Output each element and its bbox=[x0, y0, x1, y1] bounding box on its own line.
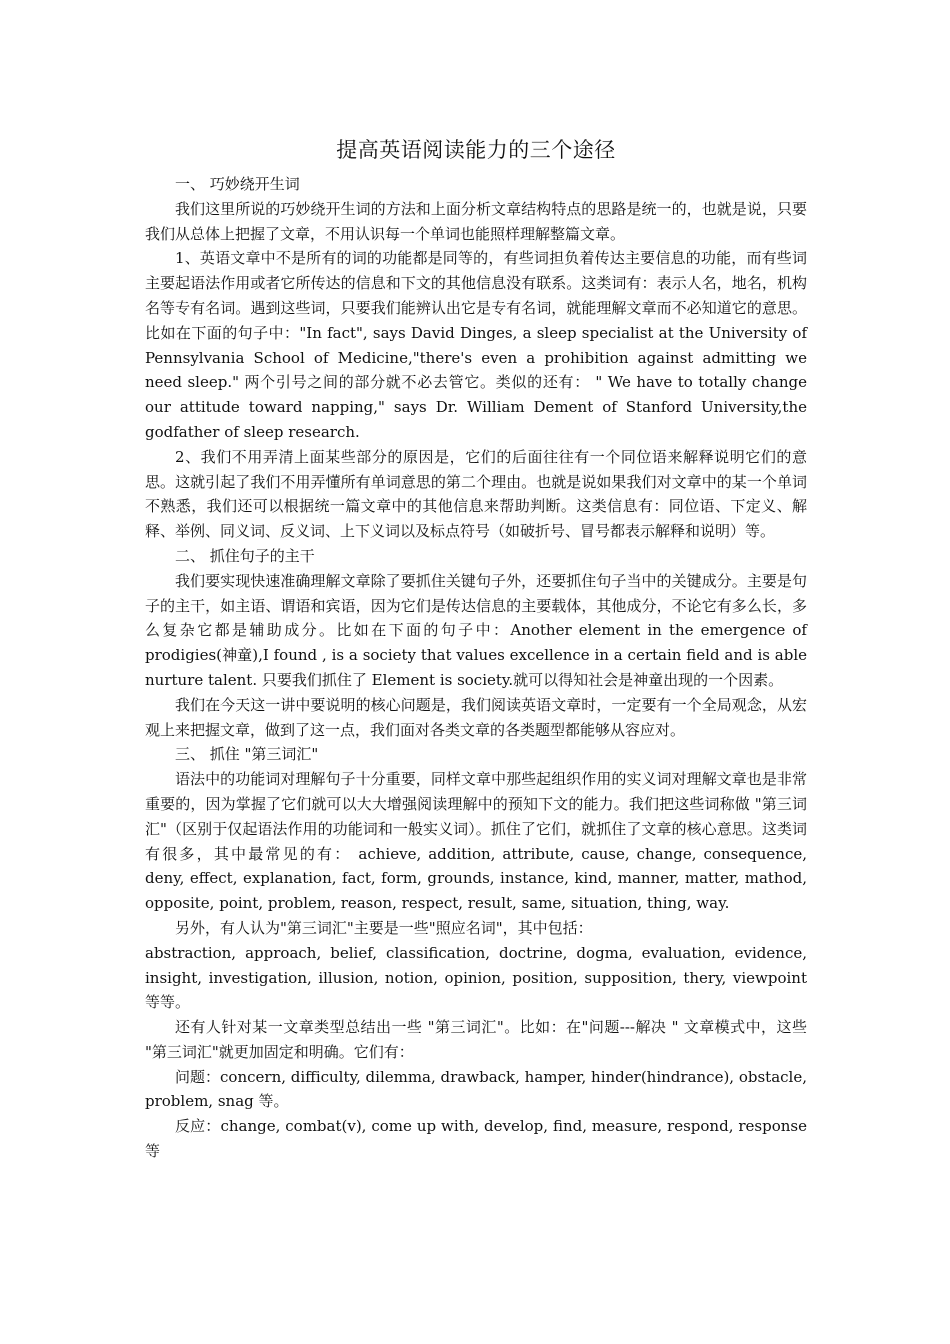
section-3-paragraph-2: 另外，有人认为"第三词汇"主要是一些"照应名词"，其中包括： bbox=[175, 918, 593, 937]
section-1-paragraph-1: 我们这里所说的巧妙绕开生词的方法和上面分析文章结构特点的思路是统一的，也就是说，只要我们从总体上把握了文章，不用认识每一个单词也能照样理解整篇文章。 bbox=[145, 199, 807, 243]
section-3-word-list: abstraction, approach, belief, classification, doctrine, dogma, evaluation, evidence, insight, investigation, illusion, notion, opinion, position, supposition, thery, viewpoint 等等。 bbox=[145, 943, 807, 1012]
section-1-paragraph-2: 1、英语文章中不是所有的词的功能都是同等的，有些词担负着传达主要信息的功能，而有些词主要起语法作用或者它所传达的信息和下文的其他信息没有联系。这类词有：表示人名，地名，机构名等专有名词。遇到这些词，只要我们能辨认出它是专有名词，就能理解文章而不必知道它的意思。比如在下面的句子中："In fact", says David Dinges, a sleep specialist at the University of Pennsylvania School of Medicine,"there's even a prohibition against admitting we need sleep." 两个引号之间的部分就不必去管它。类似的还有： " We have to totally change our attitude toward napping," says Dr. William Dement of Stanford University,the godfather of sleep research. bbox=[145, 249, 807, 441]
section-3-heading: 三、 抓住 "第三词汇" bbox=[175, 745, 319, 764]
section-2-paragraph-2: 我们在今天这一讲中要说明的核心问题是，我们阅读英语文章时，一定要有一个全局观念，从宏观上来把握文章，做到了这一点，我们面对各类文章的各类题型都能够从容应对。 bbox=[145, 695, 807, 739]
section-3-problem-words: 问题：concern, difficulty, dilemma, drawback, hamper, hinder(hindrance), obstacle, problem, snag 等。 bbox=[145, 1067, 807, 1111]
section-2-paragraph-1: 我们要实现快速准确理解文章除了要抓住关键句子外，还要抓住句子当中的关键成分。主要是句子的主干，如主语、谓语和宾语，因为它们是传达信息的主要载体，其他成分，不论它有多么长，多么复杂它都是辅助成分。比如在下面的句子中：Another element in the emergence of prodigies(神童),I found , is a society that values excellence in a certain field and is able nurture talent. 只要我们抓住了 Element is society.就可以得知社会是神童出现的一个因素。 bbox=[145, 571, 807, 689]
section-3-paragraph-1: 语法中的功能词对理解句子十分重要，同样文章中那些起组织作用的实义词对理解文章也是非常重要的，因为掌握了它们就可以大大增强阅读理解中的预知下文的能力。我们把这些词称做 "第三词汇"（区别于仅起语法作用的功能词和一般实义词）。抓住了它们，就抓住了文章的核心意思。这类词有很多，其中最常见的有： achieve, addition, attribute, cause, change, consequence, deny, effect, explanation, fact, form, grounds, instance, kind, manner, matter, mathod, opposite, point, problem, reason, respect, result, same, situation, thing, way. bbox=[145, 770, 807, 913]
section-2-heading: 二、 抓住句子的主干 bbox=[175, 546, 315, 565]
section-1-heading: 一、 巧妙绕开生词 bbox=[175, 175, 300, 193]
document-body bbox=[145, 132, 807, 1164]
document-title: 提高英语阅读能力的三个途径 bbox=[336, 138, 616, 162]
section-3-paragraph-4: 还有人针对某一文章类型总结出一些 "第三词汇"。比如：在"问题---解决 " 文章模式中，这些 "第三词汇"就更加固定和明确。它们有： bbox=[145, 1018, 807, 1061]
section-1-paragraph-3: 2、我们不用弄清上面某些部分的原因是，它们的后面往往有一个同位语来解释说明它们的意思。这就引起了我们不用弄懂所有单词意思的第二个理由。也就是说如果我们对文章中的某一个单词不熟悉，我们还可以根据统一篇文章中的其他信息来帮助判断。这类信息有：同位语、下定义、解释、举例、同义词、反义词、上下义词以及标点符号（如破折号、冒号都表示解释和说明）等。 bbox=[145, 447, 807, 541]
section-3-response-words: 反应：change, combat(v), come up with, develop, find, measure, respond, response 等 bbox=[145, 1117, 807, 1161]
